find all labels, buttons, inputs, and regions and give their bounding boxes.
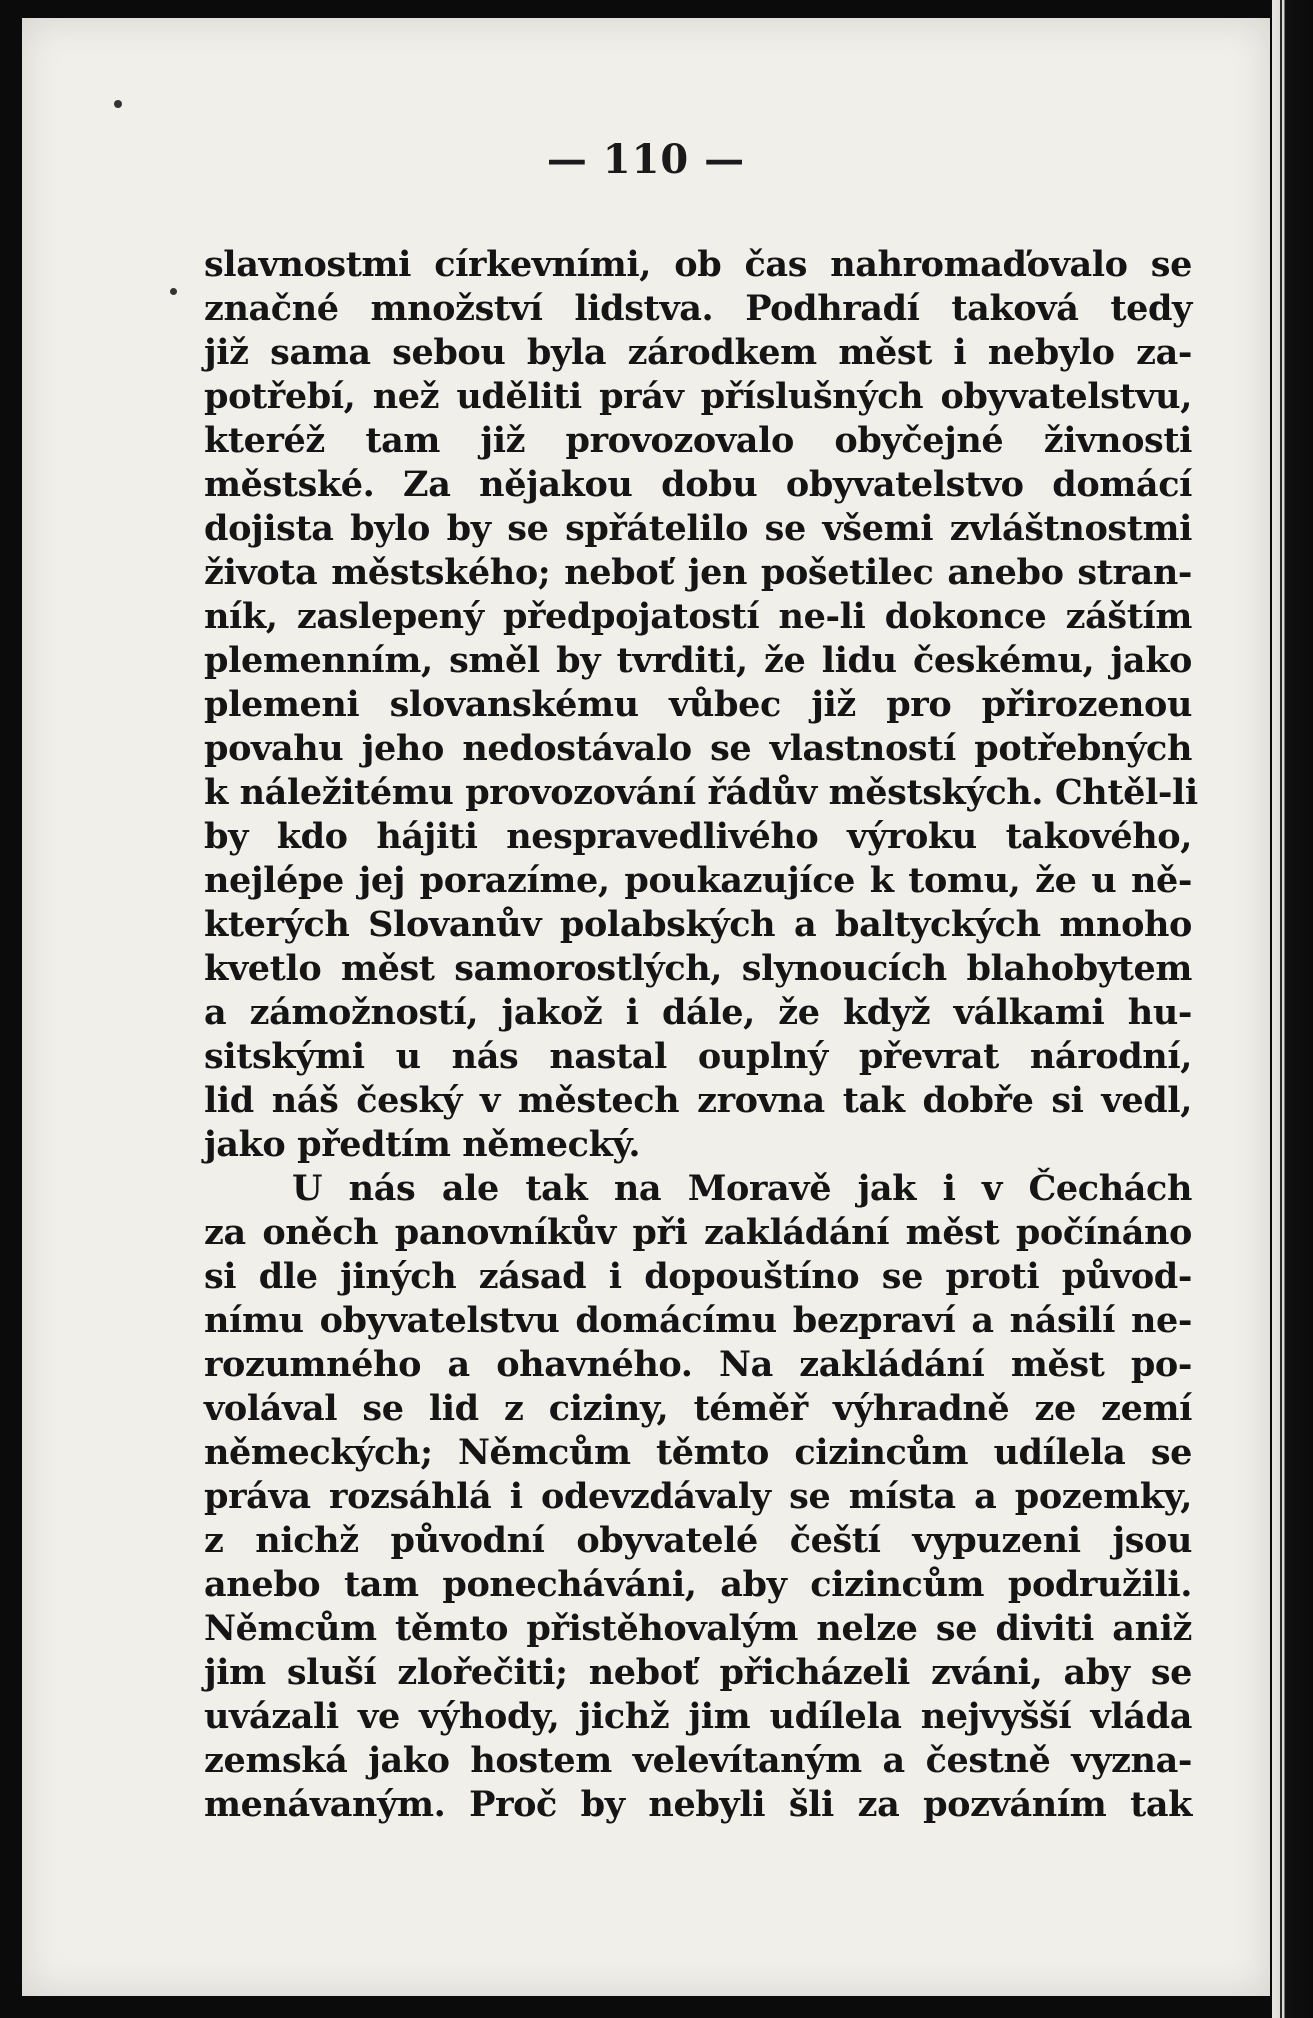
text-line: uvázali ve výhody, jichž jim udílela nejvyšší vláda xyxy=(204,1696,1192,1737)
book-edge-line xyxy=(1280,0,1282,2018)
text-line: volával se lid z ciziny, téměř výhradně ze zemí xyxy=(204,1388,1192,1429)
text-line: slavnostmi církevními, ob čas nahromaďovalo se xyxy=(204,244,1192,285)
ink-speck xyxy=(114,100,122,108)
text-line: za oněch panovníkův při zakládání měst počínáno xyxy=(204,1212,1192,1253)
text-line: povahu jeho nedostávalo se vlastností potřebných xyxy=(204,728,1192,769)
text-line: kvetlo měst samorostlých, slynoucích blahobytem xyxy=(204,948,1192,989)
ink-speck xyxy=(170,288,177,295)
text-line: Němcům těmto přistěhovalým nelze se diviti aniž xyxy=(204,1608,1192,1649)
text-line: sitskými u nás nastal ouplný převrat národní, xyxy=(204,1036,1192,1077)
paragraph-start-line: U nás ale tak na Moravě jak i v Čechách xyxy=(292,1168,1192,1209)
text-line: plemenním, směl by tvrditi, že lidu českému, jako xyxy=(204,640,1192,681)
text-line: rozumného a ohavného. Na zakládání měst po- xyxy=(204,1344,1192,1385)
text-line: a zámožností, jakož i dále, že když válkami hu- xyxy=(204,992,1192,1033)
text-line: kterých Slovanův polabských a baltyckých mnoho xyxy=(204,904,1192,945)
page-number: — 110 — xyxy=(546,136,746,183)
text-line: německých; Němcům těmto cizincům udílela se xyxy=(204,1432,1192,1473)
text-line: lid náš český v městech zrovna tak dobře si vedl, xyxy=(204,1080,1192,1121)
book-edge xyxy=(1272,0,1313,2018)
text-line: kteréž tam již provozovalo obyčejné živnosti xyxy=(204,420,1192,461)
text-line: z nichž původní obyvatelé čeští vypuzeni jsou xyxy=(204,1520,1192,1561)
body-text xyxy=(204,243,1198,1827)
text-line: dojista bylo by se spřátelilo se všemi zvláštnostmi xyxy=(204,508,1192,549)
text-line: menávaným. Proč by nebyli šli za pozváním tak xyxy=(204,1784,1192,1825)
text-line: plemeni slovanskému vůbec již pro přirozenou xyxy=(204,684,1192,725)
text-line: značné množství lidstva. Podhradí taková tedy xyxy=(204,288,1192,329)
text-line: k náležitému provozování řádův městských. Chtěl-li xyxy=(204,772,1198,813)
text-line: nímu obyvatelstvu domácímu bezpraví a násilí ne- xyxy=(204,1300,1192,1341)
text-line: práva rozsáhlá i odevzdávaly se místa a pozemky, xyxy=(204,1476,1192,1517)
text-line: anebo tam ponecháváni, aby cizincům podružili. xyxy=(204,1564,1192,1605)
paragraph-end-line: jako předtím německý. xyxy=(204,1124,641,1165)
book-page xyxy=(22,18,1270,1996)
text-line: městské. Za nějakou dobu obyvatelstvo domácí xyxy=(204,464,1192,505)
text-line: života městského; neboť jen pošetilec anebo stran- xyxy=(204,552,1192,593)
text-line: potřebí, než uděliti práv příslušných obyvatelstvu, xyxy=(204,376,1192,417)
text-line: již sama sebou byla zárodkem měst i nebylo za- xyxy=(204,332,1192,373)
text-line: si dle jiných zásad i dopouštíno se proti původ- xyxy=(204,1256,1192,1297)
text-line: jim sluší zlořečiti; neboť přicházeli zváni, aby se xyxy=(204,1652,1192,1693)
text-line: ník, zaslepený předpojatostí ne-li dokonce záštím xyxy=(204,596,1192,637)
text-line: by kdo hájiti nespravedlivého výroku takového, xyxy=(204,816,1192,857)
text-line: zemská jako hostem velevítaným a čestně vyzna- xyxy=(204,1740,1192,1781)
text-line: nejlépe jej porazíme, poukazujíce k tomu, že u ně- xyxy=(204,860,1192,901)
